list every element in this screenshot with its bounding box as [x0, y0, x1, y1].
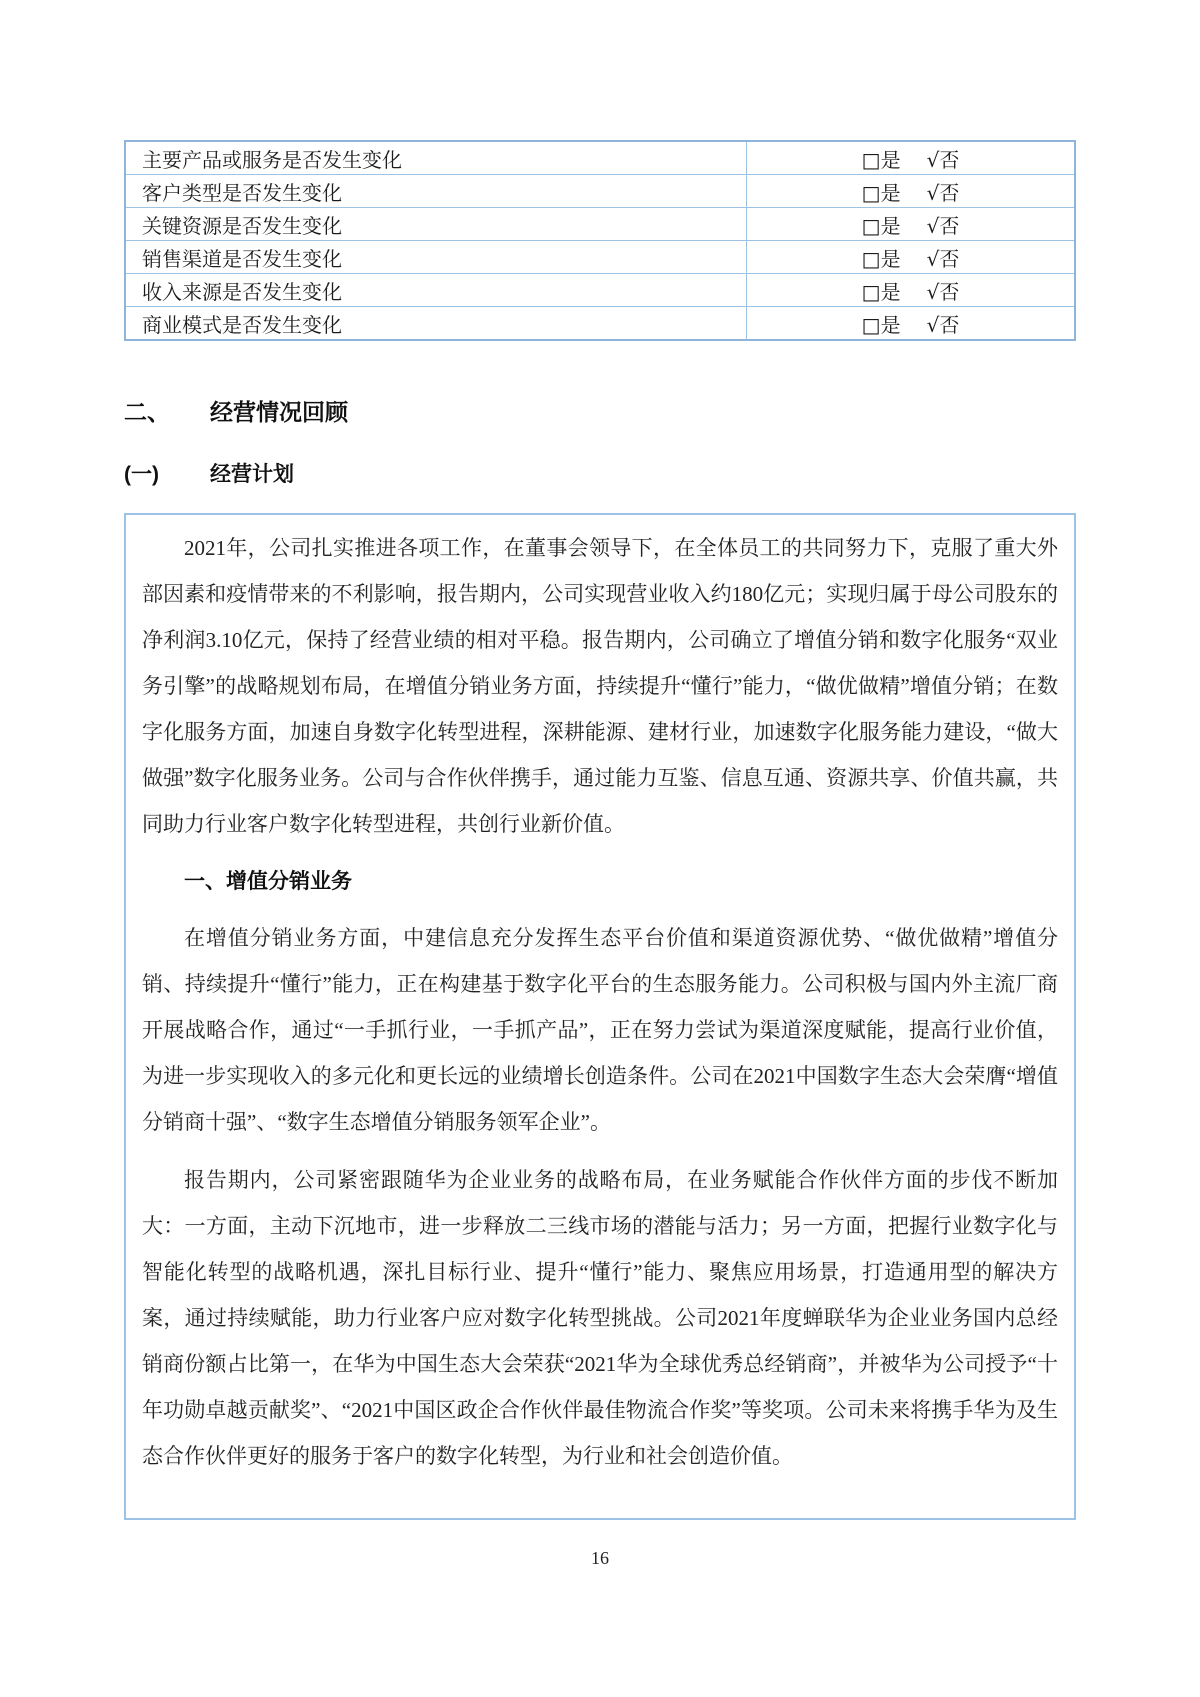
- paragraph-huawei-partnership: 报告期内，公司紧密跟随华为企业业务的战略布局，在业务赋能合作伙伴方面的步伐不断加大：一方面，主动下沉地市，进一步释放二三线市场的潜能与活力；另一方面，把握行业数字化与智能化转型的战略机遇，深扎目标行业、提升“懂行”能力、聚焦应用场景，打造通用型的解决方案，通过持续赋能，助力行业客户应对数字化转型挑战。公司2021年度蝉联华为企业业务国内总经销商份额占比第一，在华为中国生态大会荣获“2021华为全球优秀总经销商”，并被华为公司授予“十年功勋卓越贡献奖”、“2021中国区政企合作伙伴最佳物流合作奖”等奖项。公司未来将携手华为及生态合作伙伴更好的服务于客户的数字化转型，为行业和社会创造价值。: [142, 1168, 1058, 1468]
- table-cell-question: 收入来源是否发生变化: [125, 274, 747, 307]
- yes-option: [861, 147, 901, 172]
- no-option: [926, 213, 960, 238]
- no-option: [926, 147, 960, 172]
- table-cell-question: 销售渠道是否发生变化: [125, 241, 747, 274]
- table-cell-question: 主要产品或服务是否发生变化: [125, 141, 747, 175]
- checkbox-unchecked-icon: □: [861, 312, 881, 337]
- no-label: 否: [939, 182, 960, 205]
- check-mark-icon: √: [926, 213, 940, 238]
- table-cell-answer: [747, 175, 1076, 208]
- checkbox-unchecked-icon: □: [861, 180, 881, 205]
- table-cell-question: 关键资源是否发生变化: [125, 208, 747, 241]
- table-row: [125, 208, 1075, 241]
- table-row: [125, 175, 1075, 208]
- table-cell-answer: [747, 241, 1076, 274]
- table-cell-answer: [747, 307, 1076, 341]
- yes-label: 是: [880, 281, 901, 304]
- subsection-title: 经营计划: [210, 463, 294, 486]
- table-cell-question: 商业模式是否发生变化: [125, 307, 747, 341]
- table-cell-answer: [747, 141, 1076, 175]
- section-heading: [124, 394, 348, 427]
- paragraph-overview: 2021年，公司扎实推进各项工作，在董事会领导下，在全体员工的共同努力下，克服了重大外部因素和疫情带来的不利影响，报告期内，公司实现营业收入约180亿元；实现归属于母公司股东的净利润3.10亿元，保持了经营业绩的相对平稳。报告期内，公司确立了增值分销和数字化服务“双业务引擎”的战略规划布局，在增值分销业务方面，持续提升“懂行”能力，“做优做精”增值分销；在数字化服务方面，加速自身数字化转型进程，深耕能源、建材行业，加速数字化服务能力建设，“做大做强”数字化服务业务。公司与合作伙伴携手，通过能力互鉴、信息互通、资源共享、价值共赢，共同助力行业客户数字化转型进程，共创行业新价值。: [142, 536, 1058, 836]
- subsection-number: (一): [124, 463, 159, 486]
- yes-label: 是: [880, 248, 901, 271]
- table-row: [125, 241, 1075, 274]
- change-status-table: [124, 140, 1076, 341]
- paragraph-distribution-business: 在增值分销业务方面，中建信息充分发挥生态平台价值和渠道资源优势、“做优做精”增值分销、持续提升“懂行”能力，正在构建基于数字化平台的生态服务能力。公司积极与国内外主流厂商开展战略合作，通过“一手抓行业，一手抓产品”，正在努力尝试为渠道深度赋能，提高行业价值，为进一步实现收入的多元化和更长远的业绩增长创造条件。公司在2021中国数字生态大会荣膺“增值分销商十强”、“数字生态增值分销服务领军企业”。: [142, 926, 1058, 1134]
- no-label: 否: [939, 149, 960, 172]
- check-mark-icon: √: [926, 279, 940, 304]
- check-mark-icon: √: [926, 312, 940, 337]
- checkbox-unchecked-icon: □: [861, 147, 881, 172]
- checkbox-unchecked-icon: □: [861, 246, 881, 271]
- subsection-heading: [124, 458, 294, 488]
- no-label: 否: [939, 281, 960, 304]
- table-cell-answer: [747, 274, 1076, 307]
- section-number: 二、: [124, 399, 170, 425]
- page-number: 16: [591, 1548, 609, 1568]
- table-row: [125, 307, 1075, 341]
- yes-option: [861, 246, 901, 271]
- no-option: [926, 312, 960, 337]
- no-label: 否: [939, 215, 960, 238]
- no-label: 否: [939, 248, 960, 271]
- yes-label: 是: [880, 149, 901, 172]
- table-cell-answer: [747, 208, 1076, 241]
- checkbox-unchecked-icon: □: [861, 213, 881, 238]
- yes-label: 是: [880, 215, 901, 238]
- yes-option: [861, 279, 901, 304]
- checkbox-unchecked-icon: □: [861, 279, 881, 304]
- check-mark-icon: √: [926, 246, 940, 271]
- yes-option: [861, 180, 901, 205]
- yes-label: 是: [880, 314, 901, 337]
- no-option: [926, 279, 960, 304]
- table-row: [125, 141, 1075, 175]
- table-cell-question: 客户类型是否发生变化: [125, 175, 747, 208]
- table-row: [125, 274, 1075, 307]
- check-mark-icon: √: [926, 180, 940, 205]
- yes-option: [861, 312, 901, 337]
- yes-option: [861, 213, 901, 238]
- business-review-box: [124, 513, 1076, 1520]
- subheading-value-added-distribution: 一、增值分销业务: [184, 870, 352, 893]
- check-mark-icon: √: [926, 147, 940, 172]
- no-option: [926, 180, 960, 205]
- no-label: 否: [939, 314, 960, 337]
- no-option: [926, 246, 960, 271]
- section-title: 经营情况回顾: [210, 399, 348, 425]
- yes-label: 是: [880, 182, 901, 205]
